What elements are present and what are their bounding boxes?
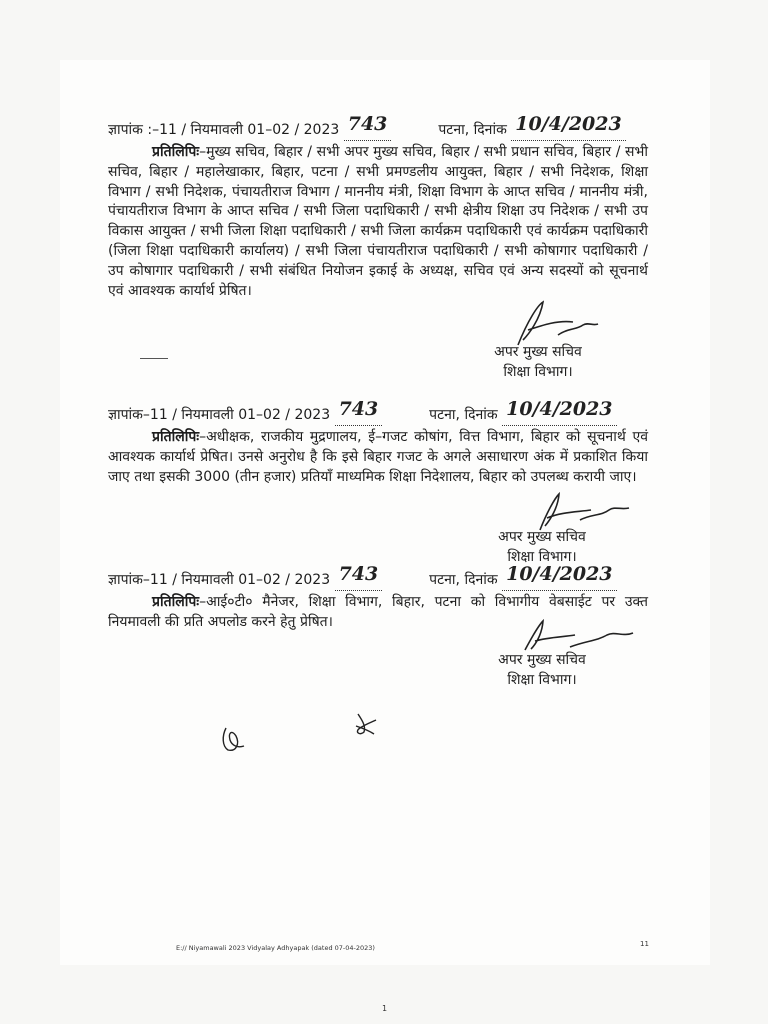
page-number: 11 — [640, 940, 649, 948]
copy-text — [108, 428, 648, 487]
memo-number: 743 — [338, 398, 379, 420]
memo-number: 743 — [347, 113, 388, 135]
memo-date: 10/4/2023 — [515, 113, 622, 135]
copy-label: प्रतिलिपिः — [152, 429, 200, 445]
copy-text — [108, 143, 648, 301]
signatory-title: अपर मुख्य सचिव — [498, 529, 586, 545]
copy-body: –मुख्य सचिव, बिहार / सभी अपर मुख्य सचिव, बिहार / सभी प्रधान सचिव, बिहार / सभी सचिव, बिहार / महालेखाकार, बिहार, पटना / सभी प्रमण्डलीय आयुक्त, बिहार / सभी निदेशक, शिक्षा विभाग / सभी निदेशक, पंचायतीराज विभाग / माननीय मंत्री, शिक्षा विभाग के आप्त सचिव / माननीय मंत्री, पंचायतीराज विभाग के आप्त सचिव / सभी जिला पदाधिकारी / सभी क्षेत्रीय शिक्षा उप निदेशक / सभी उप विकास आयुक्त / सभी जिला शिक्षा पदाधिकारी / सभी जिला कार्यक्रम पदाधिकारी एवं कार्यक्रम पदाधिकारी (जिला शिक्षा पदाधिकारी कार्यालय) / सभी जिला पंचायतीराज पदाधिकारी / सभी कोषागार पदाधिकारी / उप कोषागार पदाधिकारी / सभी संबंधित नियोजन इकाई के अध्यक्ष, सचिव एवं अन्य सदस्यों को सूचनार्थ एवं आवश्यक कार्यार्थ प्रेषित। — [108, 144, 648, 299]
memo-date: 10/4/2023 — [506, 398, 613, 420]
signature-block-1 — [488, 342, 588, 382]
copy-body: –आई०टी० मैनेजर, शिक्षा विभाग, बिहार, पटना को विभागीय वेबसाईट पर उक्त नियमावली की प्रति अपलोड करने हेतु प्रेषित। — [108, 594, 648, 630]
copy-block-1 — [108, 113, 648, 301]
signatory-dept: शिक्षा विभाग। — [507, 672, 577, 688]
place-date-label: पटना, दिनांक — [429, 572, 498, 588]
memo-prefix: ज्ञापांक :–11 / नियमावली 01–02 / 2023 — [108, 122, 340, 138]
copy-label: प्रतिलिपिः — [152, 144, 200, 160]
footer-file-path: E:// Niyamawali 2023 Vidyalay Adhyapak (dated 07-04-2023) — [176, 944, 375, 952]
copy-label: प्रतिलिपिः — [152, 594, 200, 610]
signatory-title: अपर मुख्य सचिव — [494, 344, 582, 360]
signatory-title: अपर मुख्य सचिव — [498, 652, 586, 668]
memo-line — [108, 563, 648, 591]
place-date-label: पटना, दिनांक — [438, 122, 507, 138]
memo-prefix: ज्ञापांक–11 / नियमावली 01–02 / 2023 — [108, 407, 331, 423]
signature-block-3 — [492, 650, 592, 690]
copy-block-2 — [108, 398, 648, 487]
memo-line — [108, 113, 648, 141]
divider — [140, 358, 168, 359]
copy-body: –अधीक्षक, राजकीय मुद्रणालय, ई–गजट कोषांग, वित्त विभाग, बिहार को सूचनार्थ एवं आवश्यक कार्यार्थ प्रेषित। उनसे अनुरोध है कि इसे बिहार गजट के अगले असाधारण अंक में प्रकाशित किया जाए तथा इसकी 3000 (तीन हजार) प्रतियाँ माध्यमिक शिक्षा निदेशालय, बिहार को उपलब्ध करायी जाए। — [108, 429, 648, 485]
signatory-dept: शिक्षा विभाग। — [507, 549, 577, 565]
memo-number: 743 — [338, 563, 379, 585]
memo-date: 10/4/2023 — [506, 563, 613, 585]
signature-block-2 — [492, 527, 592, 567]
initial-mark-1 — [218, 722, 248, 754]
bottom-mark: 1 — [382, 1004, 388, 1013]
initial-mark-2 — [350, 712, 378, 738]
memo-prefix: ज्ञापांक–11 / नियमावली 01–02 / 2023 — [108, 572, 331, 588]
signatory-dept: शिक्षा विभाग। — [503, 364, 573, 380]
memo-line — [108, 398, 648, 426]
place-date-label: पटना, दिनांक — [429, 407, 498, 423]
